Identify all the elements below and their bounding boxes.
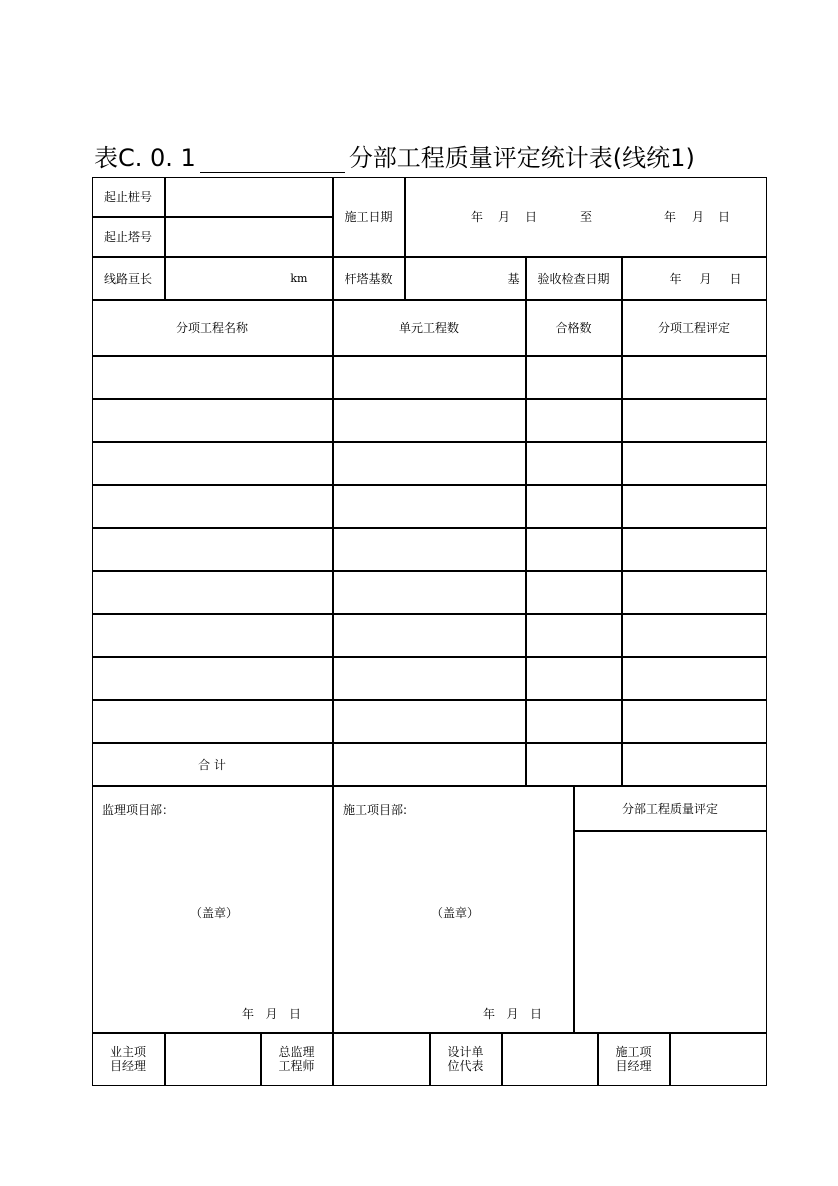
date-day-2: 日 [718,210,731,224]
quality-eval-label: 分部工程质量评定 [574,786,767,831]
col-header-item-name: 分项工程名称 [92,300,333,356]
signature-label-line: 施工项 [615,1045,652,1059]
table-row-1-item-name[interactable] [92,356,333,399]
start-pile-label: 起止桩号 [92,177,165,217]
acceptance-date-label: 验收检查日期 [526,257,622,300]
table-row-9-unit-count[interactable] [333,700,526,743]
table-row-4-unit-count[interactable] [333,485,526,528]
ji-unit: 基 [507,271,520,286]
supervision-date: 年 月 日 [242,1007,301,1021]
col-header-evaluation: 分项工程评定 [622,300,767,356]
signature-label-line: 总监理 [278,1045,315,1059]
signature-label-line: 设计单 [447,1045,484,1059]
signature-label-line: 目经理 [109,1059,146,1073]
form-title [94,138,695,173]
title-blank-field[interactable] [200,146,345,173]
table-row-8-unit-count[interactable] [333,657,526,700]
table-row-9-evaluation[interactable] [622,700,767,743]
col-header-qualified: 合格数 [526,300,622,356]
table-row-2-qualified-count[interactable] [526,399,622,442]
quality-eval-field[interactable] [574,831,767,1033]
signature-field-1[interactable] [165,1033,261,1086]
start-tower-label: 起止塔号 [92,217,165,257]
signature-label-3 [430,1033,502,1086]
form-name: 分部工程质量评定统计表(线统1) [348,144,695,172]
table-row-2-evaluation[interactable] [622,399,767,442]
table-row-3-unit-count[interactable] [333,442,526,485]
start-tower-field[interactable] [165,217,333,257]
acc-year: 年 [669,271,682,286]
table-row-4-evaluation[interactable] [622,485,767,528]
acc-day: 日 [729,271,742,286]
construction-date: 年 月 日 [483,1007,542,1021]
line-length-field[interactable] [165,257,333,300]
km-unit: km [290,271,308,285]
table-row-8-qualified-count[interactable] [526,657,622,700]
table-row-5-qualified-count[interactable] [526,528,622,571]
signature-label-2 [261,1033,333,1086]
table-row-3-item-name[interactable] [92,442,333,485]
table-row-9-qualified-count[interactable] [526,700,622,743]
construction-date-label: 施工日期 [333,177,405,257]
total-qualified[interactable] [526,743,622,786]
signature-field-4[interactable] [670,1033,767,1086]
tower-count-label: 杆塔基数 [333,257,405,300]
table-row-6-evaluation[interactable] [622,571,767,614]
construction-stamp: （盖章） [431,906,480,920]
table-row-6-item-name[interactable] [92,571,333,614]
date-month-2: 月 [692,210,705,224]
signature-label-4 [598,1033,670,1086]
supervision-label: 监理项目部： [102,803,175,817]
tower-count-field[interactable] [405,257,526,300]
table-row-2-unit-count[interactable] [333,399,526,442]
form-code: 表C. 0. 1 [94,144,196,172]
table-row-2-item-name[interactable] [92,399,333,442]
date-day-1: 日 [525,210,538,224]
table-row-3-qualified-count[interactable] [526,442,622,485]
start-pile-field[interactable] [165,177,333,217]
col-header-unit-count: 单元工程数 [333,300,526,356]
date-year-1: 年 [471,210,484,224]
date-month-1: 月 [498,210,511,224]
table-row-6-unit-count[interactable] [333,571,526,614]
table-row-1-qualified-count[interactable] [526,356,622,399]
construction-label: 施工项目部: [343,803,408,817]
signature-label-line: 位代表 [447,1059,484,1073]
signature-label-line: 工程师 [278,1059,315,1073]
total-evaluation[interactable] [622,743,767,786]
table-row-8-evaluation[interactable] [622,657,767,700]
table-row-6-qualified-count[interactable] [526,571,622,614]
signature-label-line: 业主项 [109,1045,146,1059]
table-row-7-evaluation[interactable] [622,614,767,657]
table-row-1-evaluation[interactable] [622,356,767,399]
table-row-4-qualified-count[interactable] [526,485,622,528]
signature-label-1 [92,1033,165,1086]
table-row-5-unit-count[interactable] [333,528,526,571]
table-row-9-item-name[interactable] [92,700,333,743]
total-unit-count[interactable] [333,743,526,786]
table-row-7-unit-count[interactable] [333,614,526,657]
table-row-1-unit-count[interactable] [333,356,526,399]
signature-field-3[interactable] [502,1033,598,1086]
line-length-label: 线路亘长 [92,257,165,300]
table-row-4-item-name[interactable] [92,485,333,528]
table-row-8-item-name[interactable] [92,657,333,700]
supervision-stamp: （盖章） [190,906,239,920]
date-to: 至 [580,210,593,224]
table-row-5-evaluation[interactable] [622,528,767,571]
acceptance-date-field[interactable] [622,257,767,300]
total-label: 合 计 [92,743,333,786]
table-row-7-qualified-count[interactable] [526,614,622,657]
date-year-2: 年 [664,210,677,224]
signature-label-line: 目经理 [615,1059,652,1073]
table-row-5-item-name[interactable] [92,528,333,571]
signature-field-2[interactable] [333,1033,430,1086]
acc-month: 月 [699,271,712,286]
table-row-7-item-name[interactable] [92,614,333,657]
table-row-3-evaluation[interactable] [622,442,767,485]
